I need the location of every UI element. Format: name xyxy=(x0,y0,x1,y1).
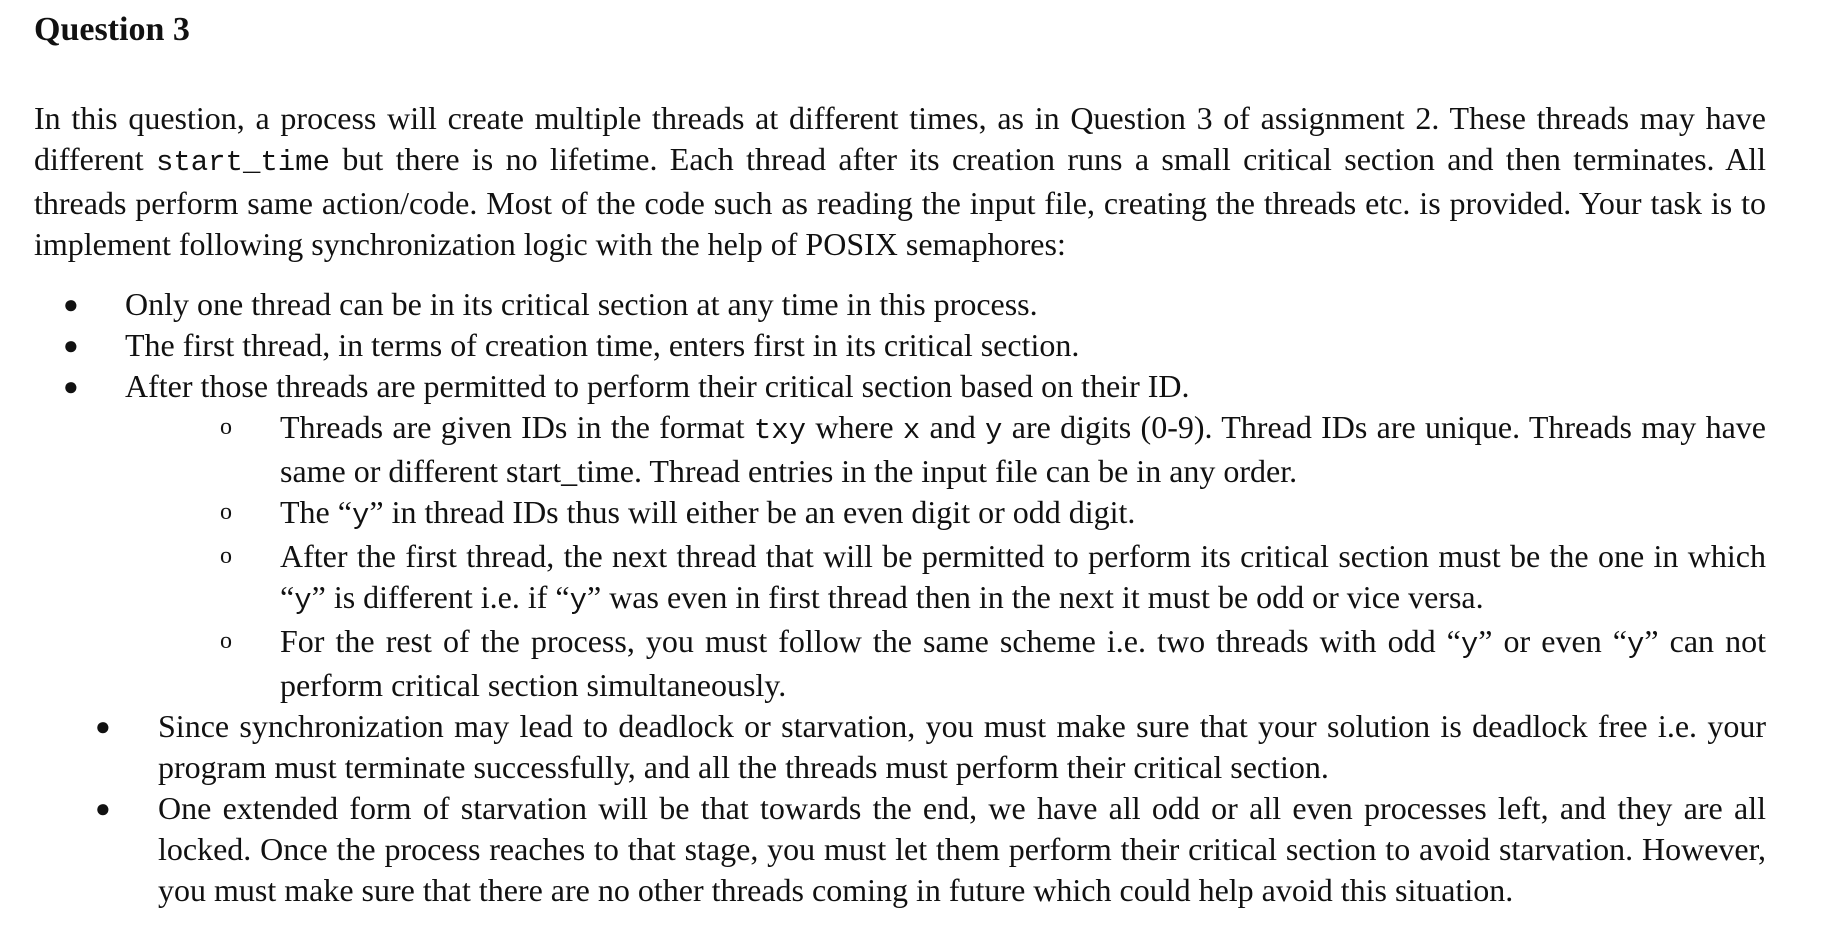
sub-list-item-text xyxy=(280,536,1766,621)
code-y: y xyxy=(985,414,1003,447)
code-txy: txy xyxy=(753,414,807,447)
text-fragment: After the first thread, the next thread that will be permitted to perform its critical section must be the one in which “ xyxy=(280,538,1766,615)
text-fragment: ” was even in first thread then in the next it must be odd or vice versa. xyxy=(586,579,1484,615)
code-y: y xyxy=(294,584,312,617)
bullet-icon: ● xyxy=(95,712,111,741)
code-y: y xyxy=(569,584,587,617)
sub-list-item-text xyxy=(280,492,1766,536)
sub-list-item xyxy=(0,621,1828,706)
intro-text-1: In this question, a process will create multiple threads at different times, as in Question 3 of assignment 2. These threads may have different xyxy=(34,100,1766,177)
bullet-icon: ● xyxy=(63,331,79,360)
bullet-icon: ● xyxy=(95,794,111,823)
list-item-text: Only one thread can be in its critical section at any time in this process. xyxy=(125,286,1038,322)
sub-list-item-text xyxy=(280,407,1766,492)
sub-list-item-text xyxy=(280,621,1766,706)
list-item xyxy=(0,706,1828,788)
code-x: x xyxy=(902,414,921,447)
sub-list-item xyxy=(0,492,1828,536)
text-fragment: are digits (0-9). Thread IDs are unique. Threads may have same or different start_time. Thread entries in the input file can be in any order. xyxy=(280,409,1767,489)
bullet-icon: ● xyxy=(63,372,79,401)
circle-bullet-icon: o xyxy=(220,628,232,654)
circle-bullet-icon: o xyxy=(220,414,232,440)
sub-list-item xyxy=(0,536,1828,621)
text-fragment: The “ xyxy=(280,494,352,530)
list-item-text: The first thread, in terms of creation time, enters first in its critical section. xyxy=(125,327,1080,363)
text-fragment: ” or even “ xyxy=(1478,623,1627,659)
code-y: y xyxy=(1626,628,1645,661)
text-fragment: For the rest of the process, you must follow the same scheme i.e. two threads with odd “ xyxy=(280,623,1461,659)
bullet-icon: ● xyxy=(63,290,79,319)
circle-bullet-icon: o xyxy=(220,543,232,569)
sub-list-item xyxy=(0,407,1828,492)
text-fragment: ” is different i.e. if “ xyxy=(311,579,570,615)
list-item xyxy=(0,284,1828,325)
code-start-time: start_time xyxy=(155,146,330,179)
question-title: Question 3 xyxy=(34,11,190,48)
intro-paragraph xyxy=(34,98,1766,265)
code-y: y xyxy=(1460,628,1479,661)
list-item-text: One extended form of starvation will be that towards the end, we have all odd or all even processes left, and they are all locked. Once the process reaches to that stage, you must let them perform their critical section to avoid starvation. However, you must make sure that there are no other threads coming in future which could help avoid this situation. xyxy=(158,790,1766,908)
list-item xyxy=(0,366,1828,407)
text-fragment: ” in thread IDs thus will either be an even digit or odd digit. xyxy=(369,494,1136,530)
text-fragment: ” can not perform critical section simultaneously. xyxy=(280,623,1767,703)
requirements-list xyxy=(0,284,1828,911)
circle-bullet-icon: o xyxy=(220,499,232,525)
text-fragment: Threads are given IDs in the format xyxy=(280,409,754,445)
text-fragment: where xyxy=(806,409,903,445)
list-item-text: Since synchronization may lead to deadlock or starvation, you must make sure that your solution is deadlock free i.e. your program must terminate successfully, and all the threads must perform their critical section. xyxy=(158,708,1766,785)
intro-text-2: but there is no lifetime. Each thread after its creation runs a small critical section and then terminates. All threads perform same action/code. Most of the code such as reading the input file, creating the threads etc. is provided. Your task is to implement following synchronization logic with the help of POSIX semaphores: xyxy=(34,141,1767,262)
list-item xyxy=(0,788,1828,911)
text-fragment: and xyxy=(920,409,986,445)
list-item xyxy=(0,325,1828,366)
list-item-text: After those threads are permitted to perform their critical section based on their ID. xyxy=(125,368,1190,404)
code-y: y xyxy=(351,499,370,532)
